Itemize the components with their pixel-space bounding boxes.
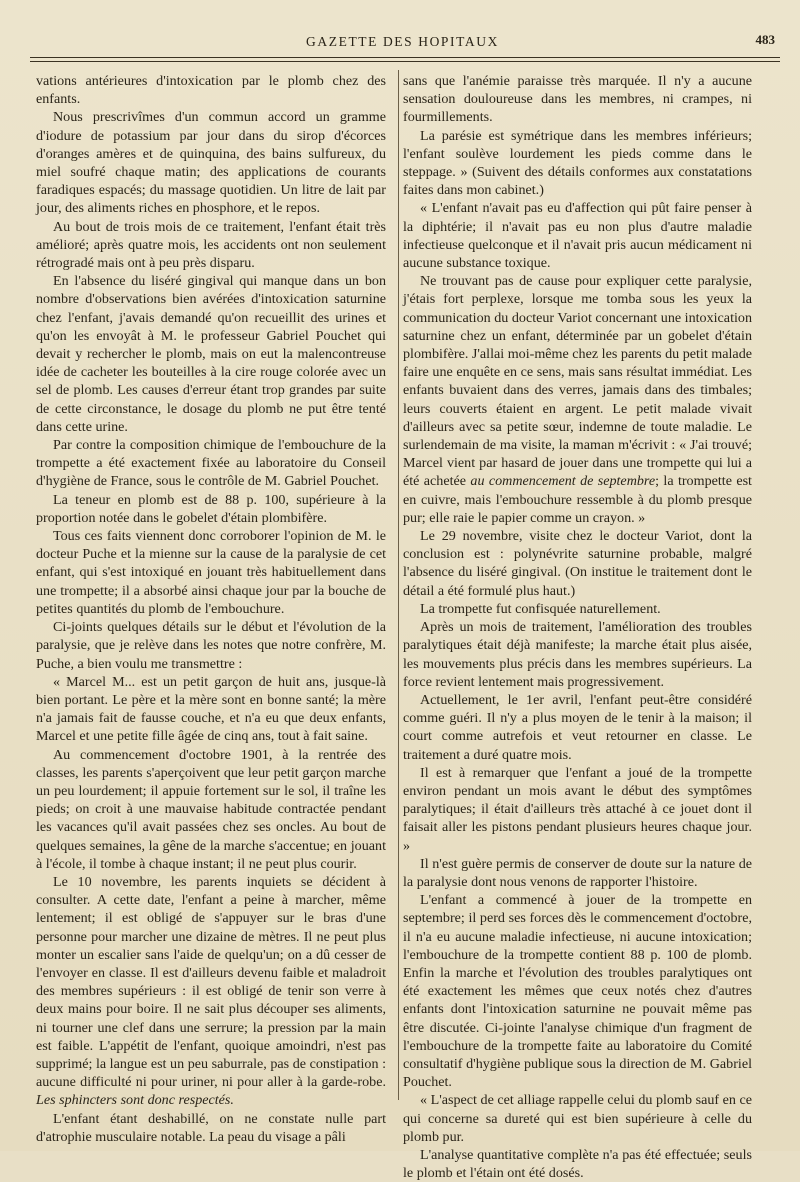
paragraph: L'enfant a commencé à jouer de la trompette en septembre; il perd ses forces dès le commencement d'octobre, il n'a eu aucune maladie infectieuse, ni aucune intoxication; l'embouchure de la trompette contient 88 p. 100 de plomb. Enfin la marche et l'évolution des troubles paralytiques ont été exactement les mêmes que ceux notés chez d'autres enfants dont l'intoxication saturnine ne pouvait même pas être discutée. Ci-jointe l'analyse chimique d'un fragment de l'embouchure de la trompette faite au laboratoire du Comité consultatif d'hygiène publique sous la direction de M. Gabriel Pouchet.: [403, 892, 752, 1091]
paragraph: Il est à remarquer que l'enfant a joué de la trompette environ pendant un mois avant le début des symptômes paralytiques; il était d'ailleurs très attaché à ce jouet dont il faisait aller les pistons pendant plusieurs heures chaque jour. »: [403, 764, 752, 854]
paragraph: « L'enfant n'avait pas eu d'affection qui pût faire penser à la diphtérie; il n'avait pas eu non plus d'autre maladie infectieuse quelconque et il n'avait pris aucun médicament ni aucune substance toxique.: [403, 200, 752, 272]
paragraph: « Marcel M... est un petit garçon de huit ans, jusque-là bien portant. Le père et la mère sont en bonne santé; la mère n'a jamais fait de fausse couche, et n'a eu que deux enfants, Marcel et une petite fille âgée de cinq ans, tout à fait saine.: [36, 673, 386, 745]
paragraph: En l'absence du liséré gingival qui manque dans un bon nombre d'observations bien avérées d'intoxication saturnine chez l'enfant, j'avais demandé qu'on recueillit des urines et qu'on les envoyât à M. le professeur Gabriel Pouchet qui devait y rechercher le plomb, mais on eut la malencontreuse idée de cacheter les bouteilles à la cire rouge colorée avec un sel de plomb. Les causes d'erreur étant trop grandes par suite de cette circonstance, le dosage du plomb ne put être tenté dans cette urine.: [36, 273, 386, 435]
left-column: [36, 72, 386, 1146]
paragraph: Ci-joints quelques détails sur le début et l'évolution de la paralysie, que je relève dans les notes que notre confrère, M. Puche, a bien voulu me transmettre :: [36, 619, 386, 672]
paragraph: [403, 272, 752, 527]
paragraph: « L'aspect de cet alliage rappelle celui du plomb sauf en ce qui concerne sa dureté qui est bien supérieure à celle du plomb pur.: [403, 1092, 752, 1145]
paragraph: L'analyse quantitative complète n'a pas été effectuée; seuls le plomb et l'étain ont été dosés.: [403, 1146, 752, 1182]
paragraph: vations antérieures d'intoxication par le plomb chez des enfants.: [36, 73, 386, 108]
paragraph: Tous ces faits viennent donc corroborer l'opinion de M. le docteur Puche et la mienne sur la cause de la paralysie de cet enfant, qui s'est intoxiqué en jouant très habituellement dans une trompette; il a absorbé ainsi chaque jour par la bouche de petites quantités du plomb de l'embouchure.: [36, 528, 386, 617]
paragraph: La teneur en plomb est de 88 p. 100, supérieure à la proportion notée dans le gobelet d'étain plombifère.: [36, 491, 386, 526]
header-rule-thin: [30, 61, 780, 62]
paragraph: [36, 873, 386, 1110]
paragraph: Nous prescrivîmes d'un commun accord un gramme d'iodure de potassium par jour dans du sirop d'écorces d'oranges amères et de quinquina, des bains sulfureux, du miel soufré chaque matin; des applications de courants faradiques espacés; du massage quotidien. Un litre de lait par jour, des aliments riches en phosphore, et le repos.: [36, 109, 386, 217]
right-column: [403, 72, 752, 1182]
page-number: 483: [755, 32, 775, 47]
paragraph: Au bout de trois mois de ce traitement, l'enfant était très amélioré; après quatre mois, les accidents ont non seulement rétrogradé mais ont à peu près disparu.: [36, 218, 386, 272]
header-rule-thick: [30, 57, 780, 58]
paragraph: La parésie est symétrique dans les membres inférieurs; l'enfant soulève lourdement les pieds comme dans le steppage. » (Suivent des détails conformes aux constatations faites dans mon cabinet.): [403, 127, 752, 199]
column-divider: [398, 70, 399, 1100]
paragraph: Après un mois de traitement, l'amélioration des troubles paralytiques était déjà manifeste; la marche était plus aisée, les mouvements plus précis dans les membres supérieurs. La force revient lentement mais progressivement.: [403, 619, 752, 690]
paragraph: Il n'est guère permis de conserver de doute sur la nature de la paralysie dont nous venons de rapporter l'histoire.: [403, 855, 752, 890]
italic-text: Les sphincters sont donc respectés.: [36, 1092, 234, 1109]
paragraph: Actuellement, le 1er avril, l'enfant peut-être considéré comme guéri. Il n'y a plus moyen de le tenir à la maison; il court comme autrefois et veut retourner en classe. Le traitement a duré quatre mois.: [403, 691, 752, 763]
paragraph-text: ; la trompette est en cuivre, mais l'embouchure ressemble à du plomb presque pur; elle raie le papier comme un crayon. »: [403, 473, 752, 526]
paragraph: sans que l'anémie paraisse très marquée. Il n'y a aucune sensation douloureuse dans les membres, ni crampes, ni fourmillements.: [403, 73, 752, 126]
paragraph-text: Le 10 novembre, les parents inquiets se décident à consulter. A cette date, l'enfant a peine à marcher, même lentement; il est obligé de s'appuyer sur le bras d'une personne pour marcher une dizaine de mètres. Il ne peut plus monter un escalier sans l'aide de quelqu'un; on a dû cesser de l'envoyer en classe. Il est d'ailleurs devenu faible et maladroit des membres supérieurs : il est obligé de tenir son verre à deux mains pour boire. Il ne sait plus découper ses aliments, ni tourner une clef dans une serrure; la pression par la main est faible. L'appétit de l'enfant, quoique amoindri, n'est pas supprimé; la langue est un peu saburrale, pas de constipation : aucune difficulté ni pour uriner, ni pour aller à la garde-robe.: [36, 873, 386, 1091]
page-header: [30, 30, 775, 52]
paragraph-text: Ne trouvant pas de cause pour expliquer cette paralysie, j'étais fort perplexe, lorsque me tomba sous les yeux la communication du docteur Variot concernant une intoxication saturnine chez un enfant, déterminée par un gobelet d'étain plombifère. J'allai moi-même chez les parents du petit malade faire une enquête en ce sens, mais sans résultat immédiat. Les enfants buvaient dans des verres, jamais dans des timbales; leurs couverts étaient en argent. Le petit malade vivait d'ailleurs avec sa petite sœur, indemne de toute maladie. Le surlendemain de ma visite, la maman m'écrivit : « J'ai trouvé; Marcel vient par hasard de jouer dans une trompette qui lui a été achetée: [403, 273, 752, 490]
journal-title: GAZETTE DES HOPITAUX: [306, 34, 499, 49]
paragraph: La trompette fut confisquée naturellement.: [420, 600, 661, 617]
paragraph: Par contre la composition chimique de l'embouchure de la trompette a été exactement fixée au laboratoire du Conseil d'hygiène de France, sous le contrôle de M. Gabriel Pouchet.: [36, 437, 386, 490]
italic-text: au commencement de septembre: [470, 473, 656, 490]
paragraph: L'enfant étant deshabillé, on ne constate nulle part d'atrophie musculaire notable. La peau du visage a pâli: [36, 1110, 386, 1145]
paragraph: Au commencement d'octobre 1901, à la rentrée des classes, les parents s'aperçoivent que leur petit garçon marche un peu lourdement; il appuie fortement sur le sol, il traîne les pieds; on croit à une mauvaise habitude contractée pendant les vacances qu'il avait passées chez ses oncles. Au bout de quelques semaines, la gêne de la marche s'accentue; en jouant à l'école, il tombe à chaque instant; il ne peut plus courir.: [36, 746, 386, 872]
paragraph: Le 29 novembre, visite chez le docteur Variot, dont la conclusion est : polynévrite saturnine probable, malgré l'absence du liséré gingival. (On institue le traitement dont le détail a été formulé plus haut.): [403, 528, 752, 599]
